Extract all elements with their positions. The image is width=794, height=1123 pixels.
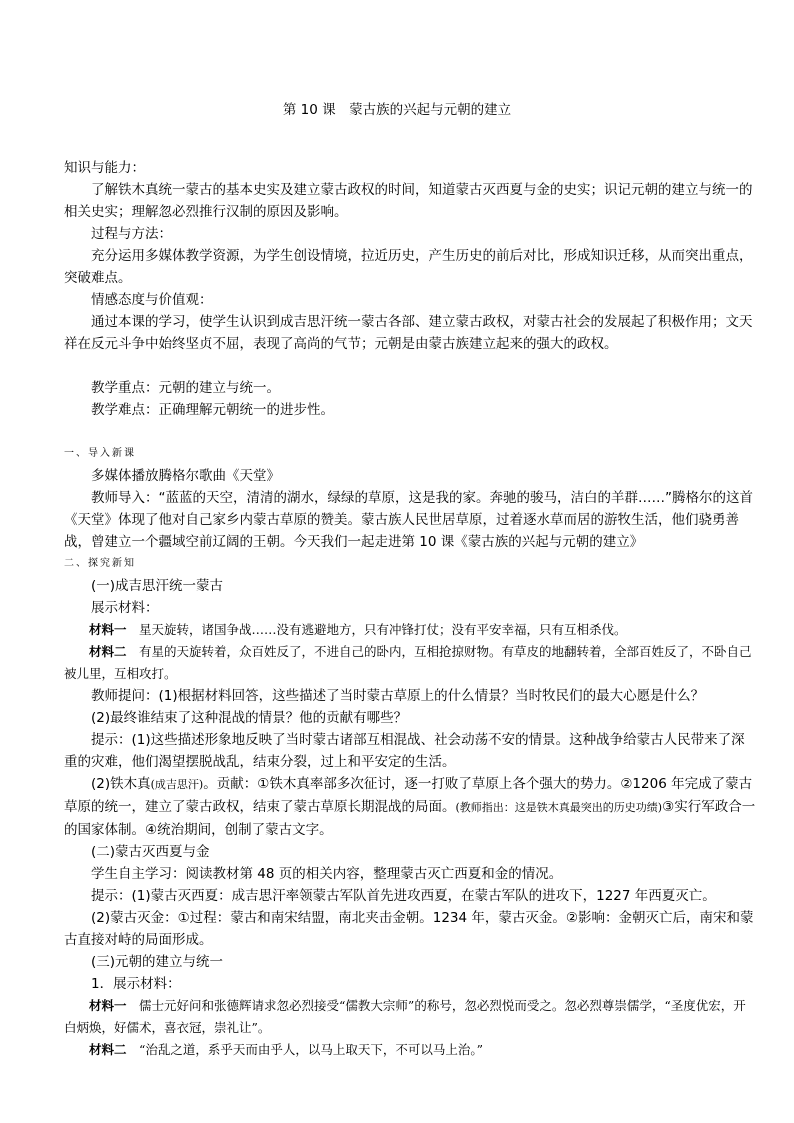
objective-emotion-heading: 情感态度与价值观： (91, 292, 213, 308)
self-study-task: 学生自主学习：阅读教材第 48 页的相关内容，整理蒙古灭亡西夏和金的情况。 (91, 866, 563, 882)
objective-knowledge-heading: 知识与能力： (64, 160, 145, 176)
intro-media: 多媒体播放腾格尔歌曲《天堂》 (91, 468, 280, 484)
material-1 (64, 619, 758, 641)
material-2 (64, 641, 758, 685)
teacher-note: (教师指出：这是铁木真最突出的历史功绩) (455, 801, 663, 814)
hint-answer-1: 提示：(1)这些描述形象地反映了当时蒙古诸部互相混战、社会动荡不安的情景。这种战争给蒙古人民带来了深重的灾难，他们渴望摆脱战乱，结束分裂，过上和平安定的生活。 (64, 732, 745, 770)
show-material-label: 展示材料： (91, 600, 159, 616)
objective-process-heading: 过程与方法： (91, 226, 172, 242)
objective-emotion-text: 通过本课的学习，使学生认识到成吉思汗统一蒙古各部、建立蒙古政权，对蒙古社会的发展起了积极作用；文天祥在反元斗争中始终坚贞不屈，表现了高尚的气节；元朝是由蒙古族建立起来的强大的政权。 (64, 314, 753, 352)
material-1-label: 材料一 (89, 622, 127, 637)
material-2-text: 有星的天旋转着，众百姓反了，不进自己的卧内，互相抢掠财物。有草皮的地翻转着，全部百姓反了，不卧自己被儿里，互相攻打。 (64, 644, 752, 681)
material-3-2-label: 材料二 (89, 1042, 127, 1057)
answer-2-note: (成吉思汗) (150, 778, 204, 791)
teacher-question-1: 教师提问：(1)根据材料回答，这些描述了当时蒙古草原上的什么情景？当时牧民们的最大心愿是什么？ (91, 688, 705, 704)
teaching-key-point: 教学重点：元朝的建立与统一。 (91, 380, 280, 396)
answer-2-middle: 。贡献：①铁木真率部多次征讨，逐一打败了草原上各个强大的势力。②1206 年完成了蒙古草原的统一，建立了蒙古政权，结束了蒙古草原长期混战的局面。 (64, 776, 753, 815)
intro-teacher-text: 教师导入：“蓝蓝的天空，清清的湖水，绿绿的草原，这是我的家。奔驰的骏马，洁白的羊群……”腾格尔的这首《天堂》体现了他对自己家乡内蒙古草原的赞美。蒙古族人民世居草原，过着逐水草而居的游牧生活，他们骁勇善战，曾建立一个疆域空前辽阔的王朝。今天我们一起走进第 10 课《蒙古族的兴起与元朝的建立》 (64, 490, 753, 550)
section-explore-heading: 二、探究新知 (64, 558, 136, 569)
answer-2-end: ③实行军政合一的国家体制。④统治期间，创制了蒙古文字。 (64, 799, 756, 838)
material-3-1-text: 儒士元好问和张德辉请求忽必烈接受“儒教大宗师”的称号，忽必烈悦而受之。忽必烈尊崇儒学，“圣度优宏，开白炳焕，好儒术，喜衣冠，崇礼让”。 (64, 998, 746, 1035)
material-3-2-text: “治乱之道，系乎天而由乎人，以马上取天下，不可以马上治。” (139, 1042, 484, 1057)
teaching-difficult-point: 教学难点：正确理解元朝统一的进步性。 (91, 402, 334, 418)
answer-2-start: (2)铁木真 (91, 776, 151, 792)
section-intro-heading: 一、导入新课 (64, 448, 136, 459)
teacher-question-2: (2)最终谁结束了这种混战的情景？他的贡献有哪些？ (91, 710, 408, 726)
show-material-3: 1．展示材料： (91, 976, 181, 992)
spacer (64, 421, 758, 443)
subsection-3-heading: (三)元朝的建立与统一 (91, 954, 224, 970)
hint-xixia: 提示：(1)蒙古灭西夏：成吉思汗率领蒙古军队首先进攻西夏，在蒙古军队的进攻下，1227 年西夏灭亡。 (91, 888, 716, 904)
hint-answer-2 (64, 773, 758, 841)
subsection-2-heading: (二)蒙古灭西夏与金 (91, 844, 210, 860)
subsection-1-heading: (一)成吉思汗统一蒙古 (91, 578, 224, 594)
lesson-title: 第 10 课 蒙古族的兴起与元朝的建立 (282, 102, 512, 118)
material-2-label: 材料二 (89, 644, 127, 659)
objective-process-text: 充分运用多媒体教学资源，为学生创设情境，拉近历史，产生历史的前后对比，形成知识迁移，从而突出重点，突破难点。 (64, 248, 753, 286)
objective-knowledge-text: 了解铁木真统一蒙古的基本史实及建立蒙古政权的时间，知道蒙古灭西夏与金的史实；识记元朝的建立与统一的相关史实；理解忽必烈推行汉制的原因及影响。 (64, 182, 753, 220)
hint-jin: (2)蒙古灭金：①过程：蒙古和南宋结盟，南北夹击金朝。1234 年，蒙古灭金。②影响：金朝灭亡后，南宋和蒙古直接对峙的局面形成。 (64, 910, 754, 948)
lesson-body (64, 157, 758, 1061)
material-3-2 (64, 1039, 758, 1061)
spacer (64, 355, 758, 377)
material-3-1 (64, 995, 758, 1039)
material-3-1-label: 材料一 (89, 998, 127, 1013)
material-1-text: 星天旋转，诸国争战……没有逃避地方，只有冲锋打仗；没有平安幸福，只有互相杀伐。 (139, 622, 627, 637)
